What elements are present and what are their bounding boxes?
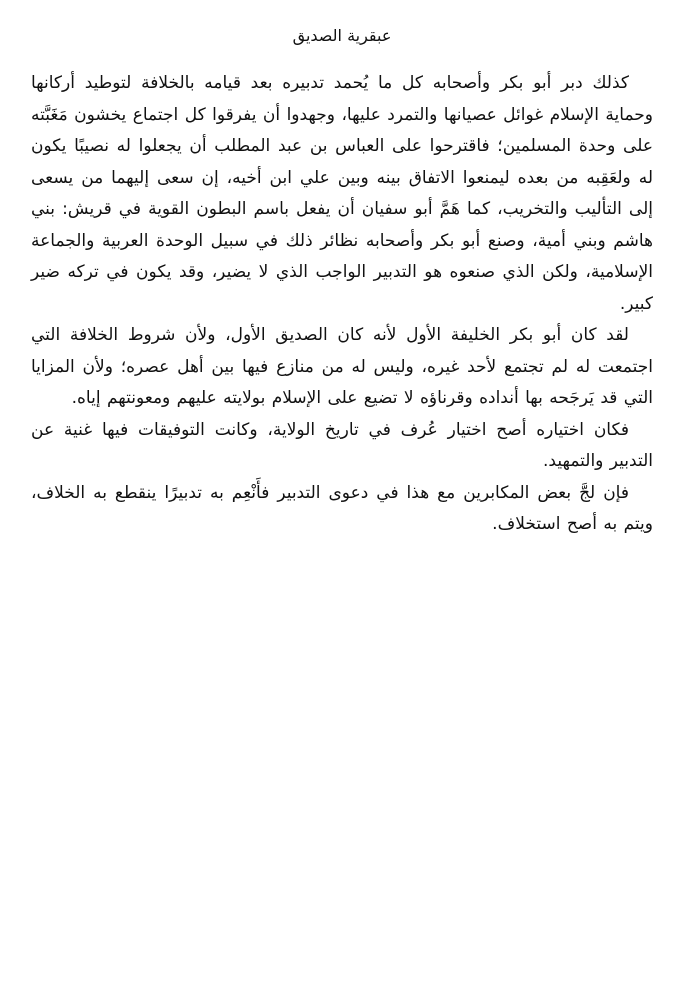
paragraph-1: كذلك دبر أبو بكر وأصحابه كل ما يُحمد تدبيره بعد قيامه بالخلافة لتوطيد أركانها وحماية الإسلام غوائل عصيانها والتمرد عليها، وجهدوا أن يفرقوا كل اجتماع يخشون مَغَبَّته على وحدة المسلمين؛ فاقترحوا على العباس بن عبد المطلب أن يجعلوا له نصيبًا يكون له ولعَقِبه من بعده ليمنعوا الاتفاق بينه وبين علي ابن أخيه، إن سعى إليهما من يسعى إلى التأليب والتخريب، كما هَمَّ أبو سفيان أن يفعل باسم البطون القوية في قريش: بني هاشم وبني أمية، وصنع أبو بكر وأصحابه نظائر ذلك في سبيل الوحدة العربية والجماعة الإسلامية، ولكن الذي صنعوه هو التدبير الواجب الذي لا يضير، وقد يكون في تركه ضير كبير. xyxy=(31,73,653,314)
paragraph-3: فكان اختياره أصح اختيار عُرف في تاريخ الولاية، وكانت التوفيقات فيها غنية عن التدبير والتمهيد. xyxy=(31,419,653,471)
running-header: عبقرية الصديق xyxy=(292,26,392,45)
body-text xyxy=(31,68,653,541)
paragraph-2: لقد كان أبو بكر الخليفة الأول لأنه كان الصديق الأول، ولأن شروط الخلافة التي اجتمعت له لم تجتمع لأحد غيره، وليس له من منازع فيها بين أهل عصره؛ ولأن المزايا التي قد يَرجَحه بها أنداده وقرناؤه لا تضيع على الإسلام بولايته عليهم ومعونتهم إياه. xyxy=(31,325,653,408)
paragraph-4: فإن لجَّ بعض المكابرين مع هذا في دعوى التدبير فأَنْعِم به تدبيرًا ينقطع به الخلاف، ويتم به أصح استخلاف. xyxy=(31,482,653,534)
